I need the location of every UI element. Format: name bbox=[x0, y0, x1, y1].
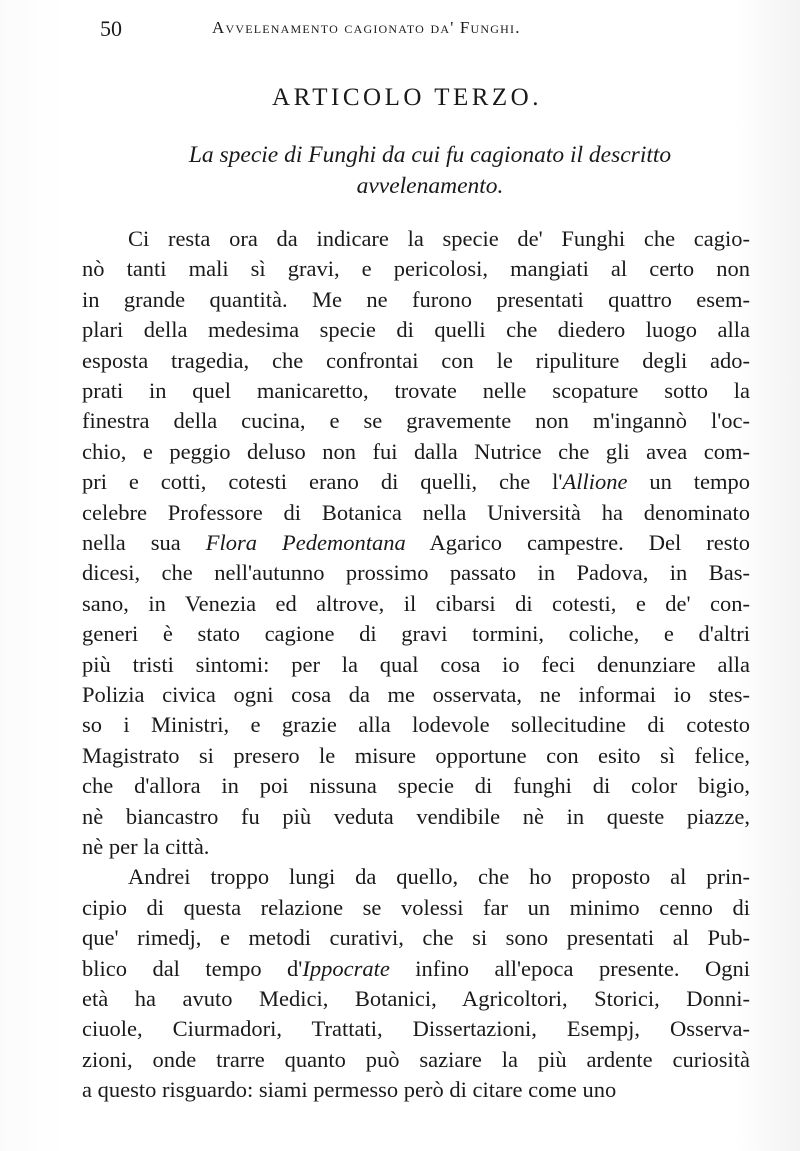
line-text: infino all'epoca presente. Ogni bbox=[389, 955, 750, 981]
text-line bbox=[82, 528, 750, 558]
text-line bbox=[82, 893, 750, 923]
line-text: nò tanti mali sì gravi, e pericolosi, mangiati al certo non bbox=[82, 256, 750, 282]
line-text: più tristi sintomi: per la qual cosa io feci denunziare alla bbox=[82, 651, 750, 677]
line-text: zioni, onde trarre quanto può saziare la più ardente curiosità bbox=[82, 1046, 750, 1072]
italic-name: Flora Pedemontana bbox=[205, 530, 406, 555]
line-text: Ci resta ora da indicare la specie de' Funghi che cagio- bbox=[128, 226, 750, 251]
text-line bbox=[82, 498, 750, 528]
line-text: in grande quantità. Me ne furono presentati quattro esem- bbox=[82, 286, 750, 312]
text-line bbox=[128, 224, 750, 254]
text-line bbox=[82, 1045, 750, 1075]
article-heading: ARTICOLO TERZO. bbox=[272, 84, 542, 111]
line-text: blico dal tempo d' bbox=[82, 955, 303, 981]
text-line bbox=[82, 254, 750, 284]
line-text: prati in quel manicaretto, trovate nelle scopature sotto la bbox=[82, 378, 750, 403]
text-line bbox=[82, 589, 750, 619]
italic-name: Ippocrate bbox=[302, 955, 390, 981]
text-line bbox=[82, 650, 750, 680]
text-line bbox=[82, 619, 750, 649]
line-text: sano, in Venezia ed altrove, il cibarsi di cotesti, e de' con- bbox=[82, 590, 750, 616]
italic-name: Allione bbox=[562, 469, 628, 495]
text-line bbox=[82, 984, 750, 1014]
line-text: a questo risguardo: siami permesso però di citare come uno bbox=[82, 1077, 617, 1103]
line-text: pri e cotti, cotesti erano di quelli, che l' bbox=[82, 469, 563, 495]
text-line bbox=[82, 285, 750, 315]
line-text: ciuole, Ciurmadori, Trattati, Dissertazioni, Esempj, Osserva- bbox=[82, 1016, 750, 1042]
text-line bbox=[82, 741, 750, 771]
text-line bbox=[82, 802, 750, 832]
text-line bbox=[82, 437, 750, 467]
text-line bbox=[82, 1075, 750, 1105]
text-line bbox=[82, 376, 750, 406]
line-text: so i Ministri, e grazie alla lodevole sollecitudine di cotesto bbox=[82, 712, 750, 738]
line-text: un tempo bbox=[627, 469, 750, 495]
line-text: celebre Professore di Botanica nella Università ha denominato bbox=[82, 499, 750, 525]
text-line bbox=[82, 923, 750, 953]
line-text: chio, e peggio deluso non fui dalla Nutrice che gli avea com- bbox=[82, 438, 750, 464]
text-line bbox=[82, 406, 750, 436]
line-text: cipio di questa relazione se volessi far un minimo cenno di bbox=[82, 894, 750, 920]
line-text: nè biancastro fu più veduta vendibile nè in queste piazze, bbox=[82, 803, 750, 829]
text-line bbox=[82, 954, 750, 984]
line-text: nè per la città. bbox=[82, 834, 210, 859]
text-line bbox=[82, 346, 750, 376]
line-text: finestra della cucina, e se gravemente non m'ingannò l'oc- bbox=[82, 408, 750, 434]
text-line bbox=[82, 1014, 750, 1044]
line-text: Polizia civica ogni cosa da me osservata, ne informai io stes- bbox=[82, 682, 750, 707]
text-line bbox=[82, 771, 750, 801]
text-line bbox=[82, 680, 750, 710]
line-text: dicesi, che nell'autunno prossimo passato in Padova, in Bas- bbox=[82, 560, 750, 586]
subtitle-line-1: La specie di Funghi da cui fu cagionato il descritto bbox=[188, 142, 672, 168]
running-head bbox=[100, 16, 730, 46]
text-line bbox=[82, 315, 750, 345]
line-text: generi è stato cagione di gravi tormini, coliche, e d'altri bbox=[82, 621, 750, 647]
text-line bbox=[82, 558, 750, 588]
line-text: que' rimedj, e metodi curativi, che si sono presentati al Pub- bbox=[82, 925, 750, 951]
text-line bbox=[128, 862, 750, 892]
text-line bbox=[82, 467, 750, 497]
line-text: Agarico campestre. Del resto bbox=[405, 530, 751, 555]
line-text: nella sua bbox=[82, 530, 206, 555]
text-line bbox=[82, 710, 750, 740]
line-text: che d'allora in poi nissuna specie di funghi di color bigio, bbox=[82, 773, 750, 799]
line-text: Andrei troppo lungi da quello, che ho proposto al prin- bbox=[128, 864, 750, 890]
subtitle-line-2: avvelenamento. bbox=[356, 173, 504, 199]
line-text: esposta tragedia, che confrontai con le ripuliture degli ado- bbox=[82, 347, 750, 373]
line-text: Magistrato si presero le misure opportune con esito sì felice, bbox=[82, 742, 750, 768]
page-number: 50 bbox=[100, 16, 122, 41]
article-subtitle bbox=[100, 140, 760, 202]
line-text: plari della medesima specie di quelli che diedero luogo alla bbox=[82, 317, 750, 343]
running-title: Avvelenamento cagionato da' Funghi. bbox=[212, 18, 521, 37]
text-line bbox=[82, 832, 750, 862]
line-text: età ha avuto Medici, Botanici, Agricoltori, Storici, Donni- bbox=[82, 986, 750, 1011]
